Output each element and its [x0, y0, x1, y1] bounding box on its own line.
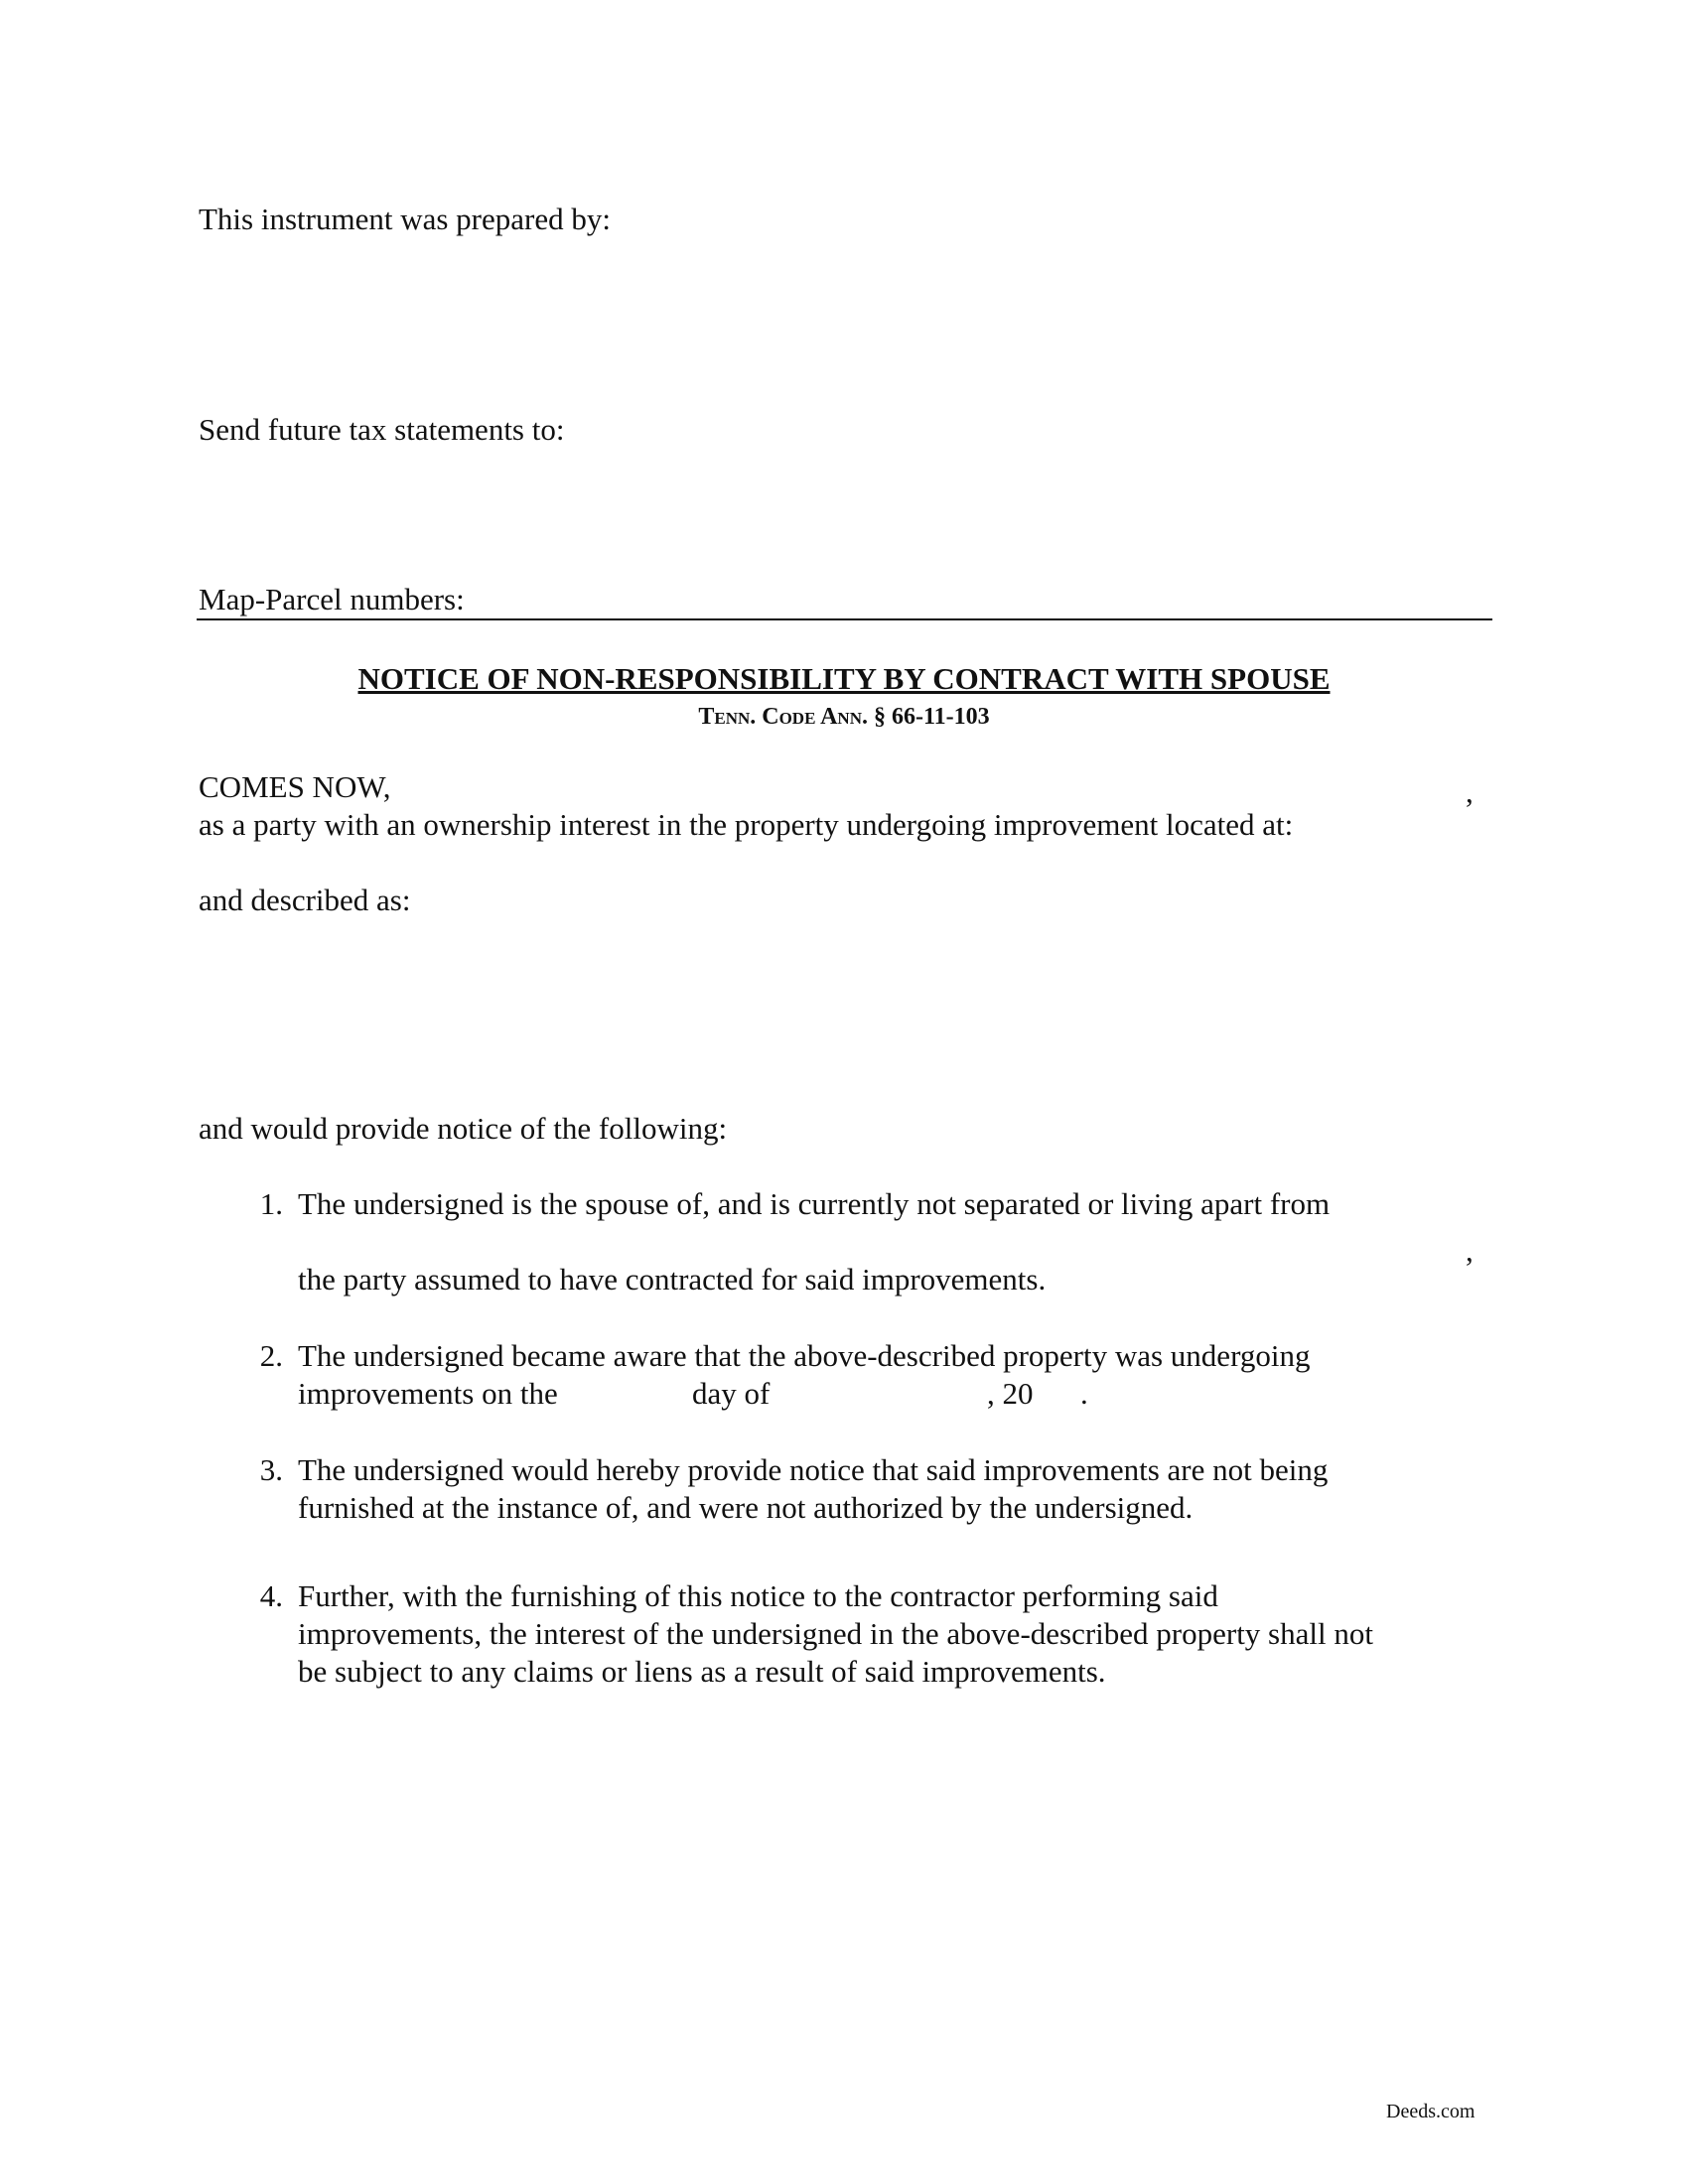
item-2-line-2d: . [1080, 1376, 1088, 1411]
item-2-line-2a: improvements on the [298, 1376, 558, 1411]
item-4-number: 4. [259, 1578, 283, 1613]
header-divider [197, 618, 1492, 620]
item-1-line-2: the party assumed to have contracted for said improvements. [298, 1262, 1047, 1297]
comes-now-comma: , [1466, 774, 1474, 809]
footer-brand: Deeds.com [1386, 2101, 1476, 2122]
item-2-line-1: The undersigned became aware that the above-described property was undergoing [298, 1338, 1311, 1373]
item-4-line-2: improvements, the interest of the undersigned in the above-described property shall not [298, 1616, 1373, 1651]
item-2-number: 2. [259, 1338, 283, 1373]
item-3-number: 3. [259, 1452, 283, 1487]
send-tax-statements-label: Send future tax statements to: [199, 412, 565, 447]
item-2-line-2c: , 20 [987, 1376, 1034, 1411]
item-4-text [298, 1577, 1373, 1691]
item-4-line-1: Further, with the furnishing of this notice to the contractor performing said [298, 1578, 1218, 1613]
ownership-interest-text: as a party with an ownership interest in the property undergoing improvement located at: [199, 807, 1294, 842]
prepared-by-label: This instrument was prepared by: [199, 202, 611, 236]
statute-citation: Tenn. Code Ann. § 66-11-103 [698, 704, 990, 730]
item-3-line-2: furnished at the instance of, and were not authorized by the undersigned. [298, 1490, 1194, 1525]
item-1-text-cont [298, 1261, 1046, 1298]
document-title: NOTICE OF NON-RESPONSIBILITY BY CONTRACT WITH SPOUSE [357, 661, 1331, 696]
item-1-comma: , [1466, 1233, 1474, 1268]
item-2-line-2b: day of [692, 1376, 771, 1411]
described-as-text: and described as: [199, 883, 411, 917]
item-4-line-3: be subject to any claims or liens as a result of said improvements. [298, 1654, 1106, 1689]
provide-notice-text: and would provide notice of the following: [199, 1111, 728, 1146]
item-3-text [298, 1451, 1328, 1527]
item-1-line-1: The undersigned is the spouse of, and is currently not separated or living apart from [298, 1186, 1331, 1221]
item-3-line-1: The undersigned would hereby provide notice that said improvements are not being [298, 1452, 1329, 1487]
item-2-text [298, 1337, 1310, 1375]
map-parcel-label: Map-Parcel numbers: [199, 582, 465, 616]
comes-now-text: COMES NOW, [199, 769, 391, 804]
item-1-text [298, 1185, 1330, 1223]
item-1-number: 1. [259, 1186, 283, 1221]
